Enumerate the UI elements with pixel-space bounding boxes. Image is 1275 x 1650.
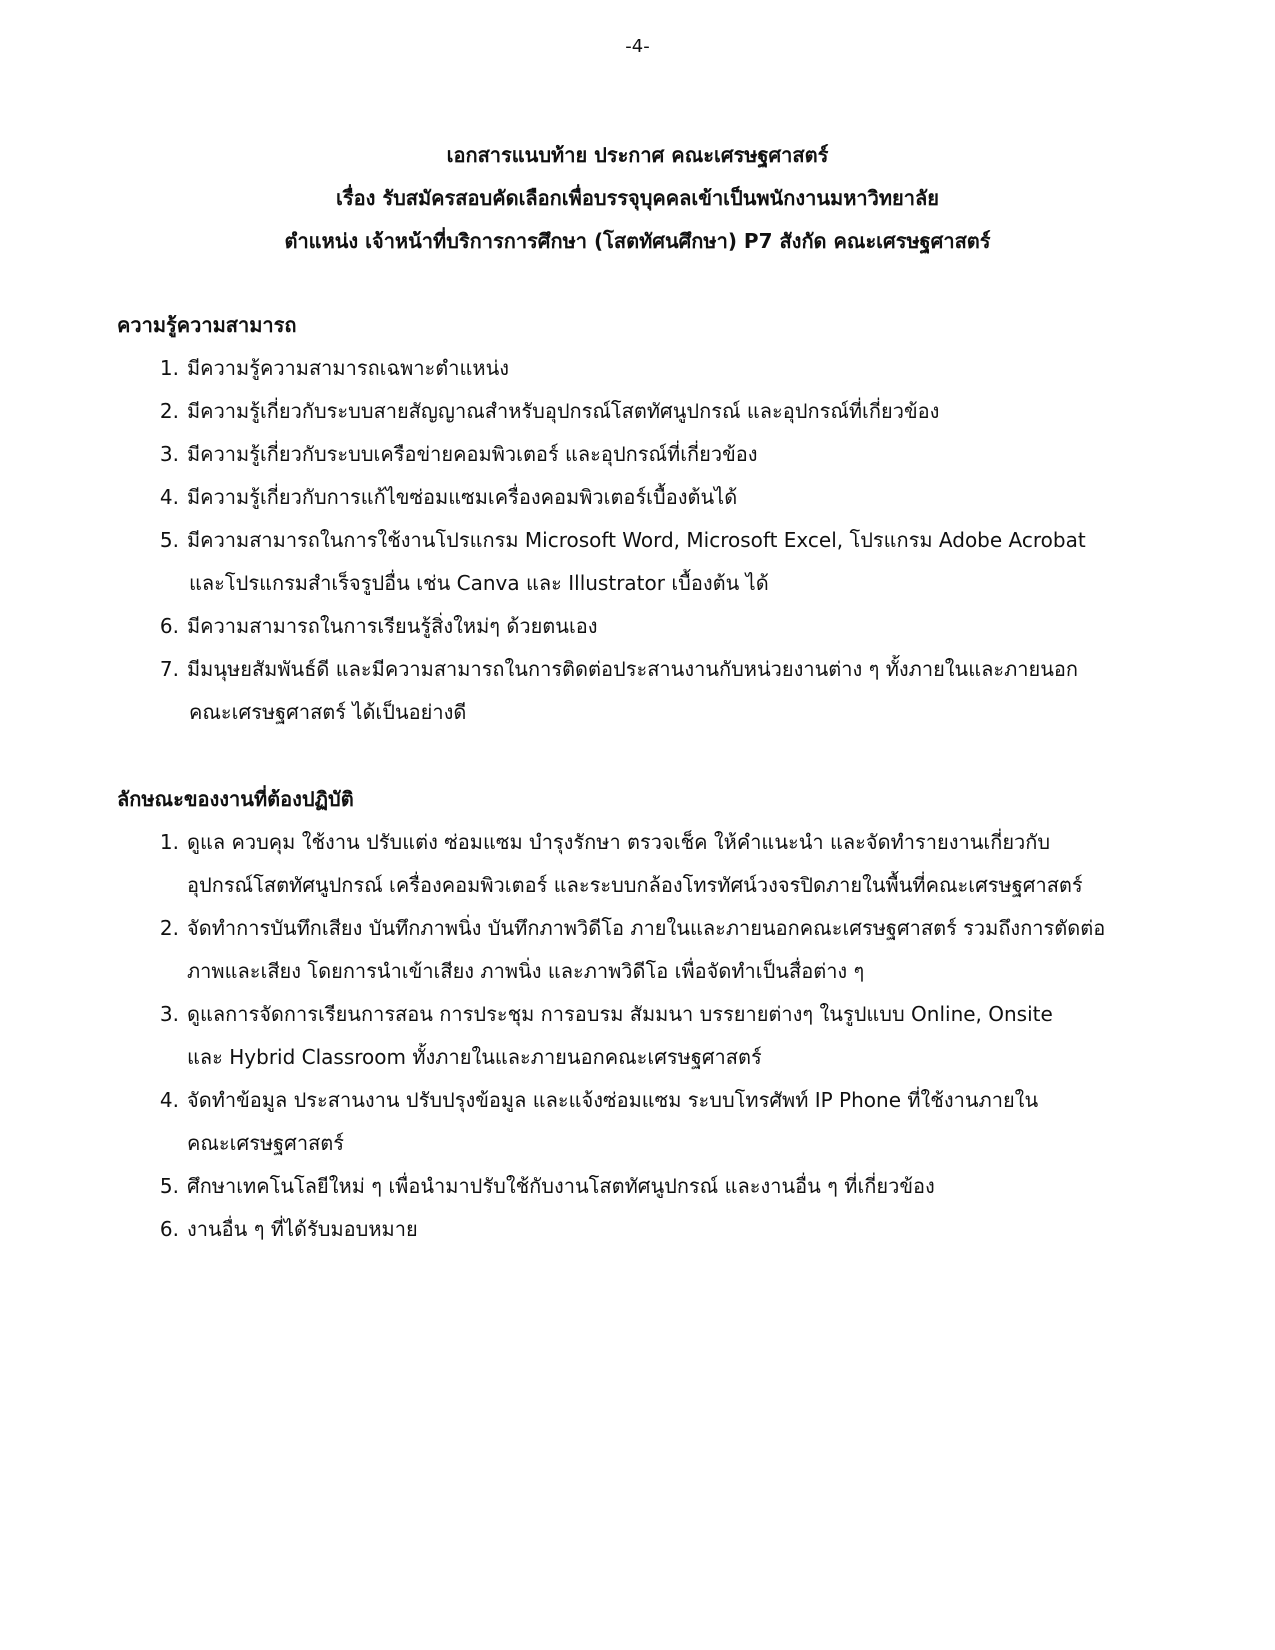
item-text-continued: และ Hybrid Classroom ทั้งภายในและภายนอกคณะเศรษฐศาสตร์ [187,1045,762,1069]
list-item [117,519,1177,605]
heading-line-2: เรื่อง รับสมัครสอบคัดเลือกเพื่อบรรจุบุคคลเข้าเป็นพนักงานมหาวิทยาลัย [336,186,939,210]
item-text-continued: และโปรแกรมสำเร็จรูปอื่น เช่น Canva และ Illustrator เบื้องต้น ได้ [189,571,769,595]
heading-line-1: เอกสารแนบท้าย ประกาศ คณะเศรษฐศาสตร์ [446,143,829,167]
item-text: มีความสามารถในการใช้งานโปรแกรม Microsoft Word, Microsoft Excel, โปรแกรม Adobe Acrobat [187,528,1086,552]
item-text: มีความรู้เกี่ยวกับการแก้ไขซ่อมแซมเครื่องคอมพิวเตอร์เบื้องต้นได้ [187,485,738,509]
list-item [117,476,1177,519]
item-number: 6. [159,1217,179,1241]
item-text: จัดทำข้อมูล ประสานงาน ปรับปรุงข้อมูล และแจ้งซ่อมแซม ระบบโทรศัพท์ IP Phone ที่ใช้งานภายใน [187,1088,1039,1112]
list-item [117,390,1177,433]
item-text: ดูแลการจัดการเรียนการสอน การประชุม การอบรม สัมมนา บรรยายต่างๆ ในรูปแบบ Online, Onsite [187,1002,1053,1026]
item-number: 7. [159,657,179,681]
knowledge-list [117,347,1177,734]
item-text: มีความรู้เกี่ยวกับระบบเครือข่ายคอมพิวเตอร์ และอุปกรณ์ที่เกี่ยวข้อง [187,442,758,466]
list-item [117,907,1177,993]
item-text-continued: ภาพและเสียง โดยการนำเข้าเสียง ภาพนิ่ง และภาพวิดีโอ เพื่อจัดทำเป็นสื่อต่าง ๆ [187,959,865,983]
item-number: 6. [159,614,179,638]
item-number: 2. [159,916,179,940]
item-text-continued: คณะเศรษฐศาสตร์ ได้เป็นอย่างดี [189,700,467,724]
item-number: 2. [159,399,179,423]
list-item [117,821,1177,907]
section-title: ลักษณะของงานที่ต้องปฏิบัติ [117,787,354,811]
duties-list [117,821,1177,1251]
item-text: จัดทำการบันทึกเสียง บันทึกภาพนิ่ง บันทึกภาพวิดีโอ ภายในและภายนอกคณะเศรษฐศาสตร์ รวมถึงการตัดต่อ [187,916,1106,940]
heading-line-3: ตำแหน่ง เจ้าหน้าที่บริการการศึกษา (โสตทัศนศึกษา) P7 สังกัด คณะเศรษฐศาสตร์ [284,229,991,253]
item-text: มีความรู้ความสามารถเฉพาะตำแหน่ง [187,356,510,380]
item-text-continued: คณะเศรษฐศาสตร์ [187,1131,345,1155]
item-text: มีมนุษยสัมพันธ์ดี และมีความสามารถในการติดต่อประสานงานกับหน่วยงานต่าง ๆ ทั้งภายในและภายนอก [187,657,1079,681]
item-text: งานอื่น ๆ ที่ได้รับมอบหมาย [187,1217,418,1241]
list-item [117,648,1177,734]
item-number: 1. [159,830,179,854]
section-title: ความรู้ความสามารถ [117,313,297,337]
item-number: 3. [159,1002,179,1026]
item-text: ดูแล ควบคุม ใช้งาน ปรับแต่ง ซ่อมแซม บำรุงรักษา ตรวจเช็ค ให้คำแนะนำ และจัดทำรายงานเกี่ยวกับ [187,830,1051,854]
item-number: 5. [159,1174,179,1198]
page-number: -4- [625,36,650,57]
item-text: มีความสามารถในการเรียนรู้สิ่งใหม่ๆ ด้วยตนเอง [187,614,598,638]
list-item [117,605,1177,648]
item-text: มีความรู้เกี่ยวกับระบบสายสัญญาณสำหรับอุปกรณ์โสตทัศนูปกรณ์ และอุปกรณ์ที่เกี่ยวข้อง [187,399,940,423]
list-item [117,347,1177,390]
list-item [117,1079,1177,1165]
item-text-continued: อุปกรณ์โสตทัศนูปกรณ์ เครื่องคอมพิวเตอร์ และระบบกล้องโทรทัศน์วงจรปิดภายในพื้นที่คณะเศรษฐศาสตร์ [187,873,1083,897]
item-number: 4. [159,485,179,509]
document-heading [0,134,1275,263]
item-number: 4. [159,1088,179,1112]
list-item [117,1208,1177,1251]
knowledge-section [117,304,1177,734]
duties-section [117,778,1177,1251]
list-item [117,993,1177,1079]
list-item [117,433,1177,476]
item-number: 5. [159,528,179,552]
item-number: 1. [159,356,179,380]
item-text: ศึกษาเทคโนโลยีใหม่ ๆ เพื่อนำมาปรับใช้กับงานโสตทัศนูปกรณ์ และงานอื่น ๆ ที่เกี่ยวข้อง [187,1174,935,1198]
list-item [117,1165,1177,1208]
item-number: 3. [159,442,179,466]
